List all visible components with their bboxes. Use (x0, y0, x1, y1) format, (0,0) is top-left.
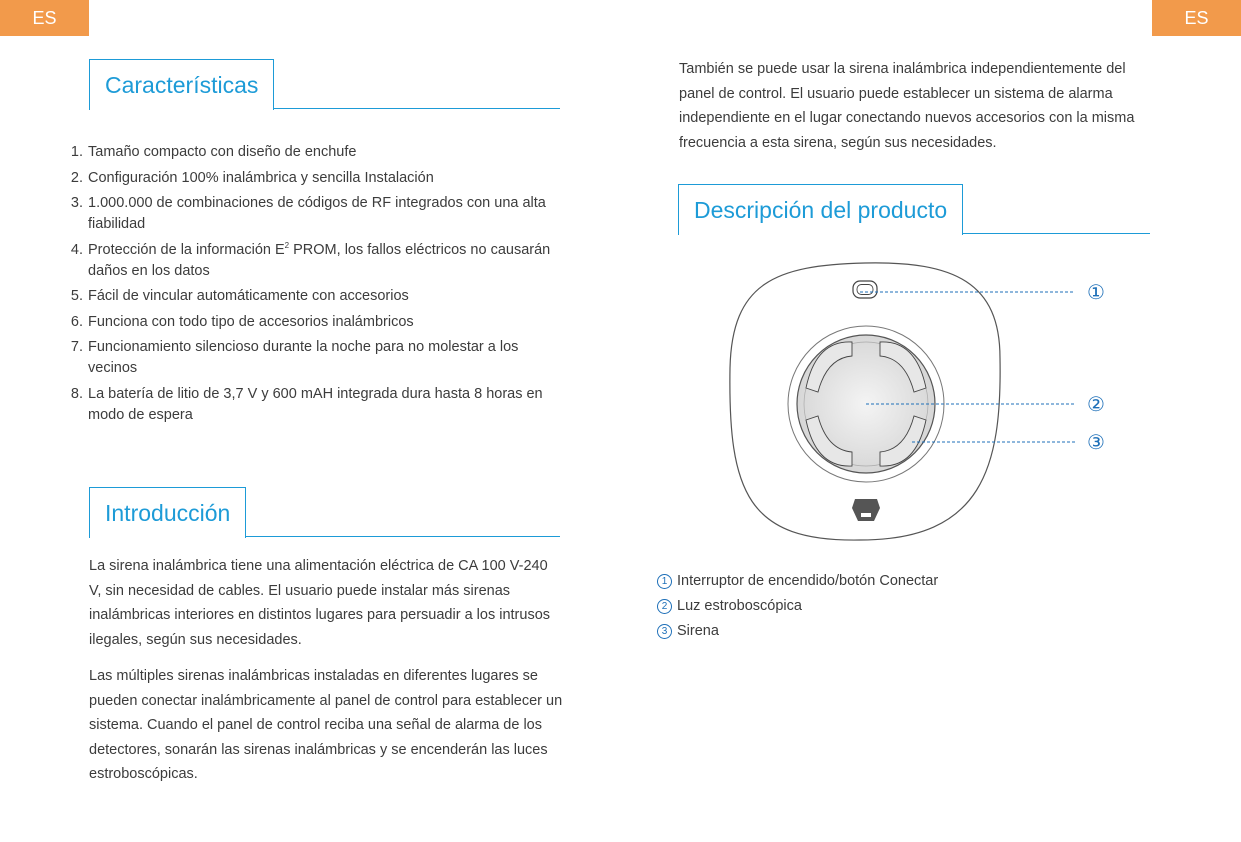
intro-paragraph-1: La sirena inalámbrica tiene una alimentación eléctrica de CA 100 V-240 V, sin necesidad de cables. El usuario puede instalar más sirenas inalámbricas interiores en distintos lugares para persuadir a los intrusos ilegales, según sus necesidades. (89, 558, 551, 648)
feature-item: 2. Configuración 100% inalámbrica y sencilla Instalación (70, 169, 434, 186)
feature-item: 5. Fácil de vincular automáticamente con accesorios (70, 288, 409, 304)
legend-text: Interruptor de encendido/botón Conectar (677, 573, 939, 589)
legend-item (657, 594, 938, 619)
legend-text: Luz estroboscópica (677, 598, 802, 614)
right-intro-paragraph: También se puede usar la sirena inalámbrica independientemente del panel de control. El usuario puede establecer un sistema de alarma independiente en el lugar conectando nuevos accesorios con la misma frecuencia a esta sirena, según sus necesidades. (679, 61, 1135, 151)
features-title: Características (89, 59, 274, 110)
legend-text: Sirena (677, 623, 719, 639)
legend-item (657, 619, 938, 644)
legend-item (657, 569, 938, 594)
product-diagram (720, 258, 1120, 548)
feature-item: 4. Protección de la información $E^2$ PROM, los fallos eléctricos no causarán daños en los datos (70, 240, 551, 279)
callout-3: ③ (1087, 430, 1105, 454)
features-heading (89, 59, 560, 109)
feature-item: 3. 1.000.000 de combinaciones de códigos de RF integrados con una alta fiabilidad (70, 195, 546, 232)
callout-2: ② (1087, 392, 1105, 416)
feature-item: 1. Tamaño compacto con diseño de enchufe (70, 144, 357, 160)
legend-number: 2 (657, 599, 672, 614)
language-tab-right: ES (1152, 0, 1241, 36)
language-tab-left: ES (0, 0, 89, 36)
feature-item: 6. Funciona con todo tipo de accesorios inalámbricos (70, 313, 414, 330)
feature-item: 7. Funcionamiento silencioso durante la noche para no molestar a los vecinos (70, 339, 519, 376)
intro-paragraph-2: Las múltiples sirenas inalámbricas instaladas en diferentes lugares se pueden conectar inalámbricamente al panel de control para establecer un sistema. Cuando el panel de control reciba una señal de alarma de los detectores, sonarán las sirenas inalámbricas y se encenderán las luces estroboscópicas. (89, 668, 563, 782)
intro-heading (89, 487, 560, 537)
intro-title: Introducción (89, 487, 246, 538)
product-legend (657, 569, 938, 644)
product-heading (678, 184, 1150, 234)
feature-item: 8. La batería de litio de 3,7 V y 600 mAH integrada dura hasta 8 horas en modo de espera (70, 385, 543, 423)
callout-1: ① (1087, 280, 1105, 304)
product-title: Descripción del producto (678, 184, 963, 235)
features-list (60, 142, 565, 430)
legend-number: 3 (657, 624, 672, 639)
legend-number: 1 (657, 574, 672, 589)
